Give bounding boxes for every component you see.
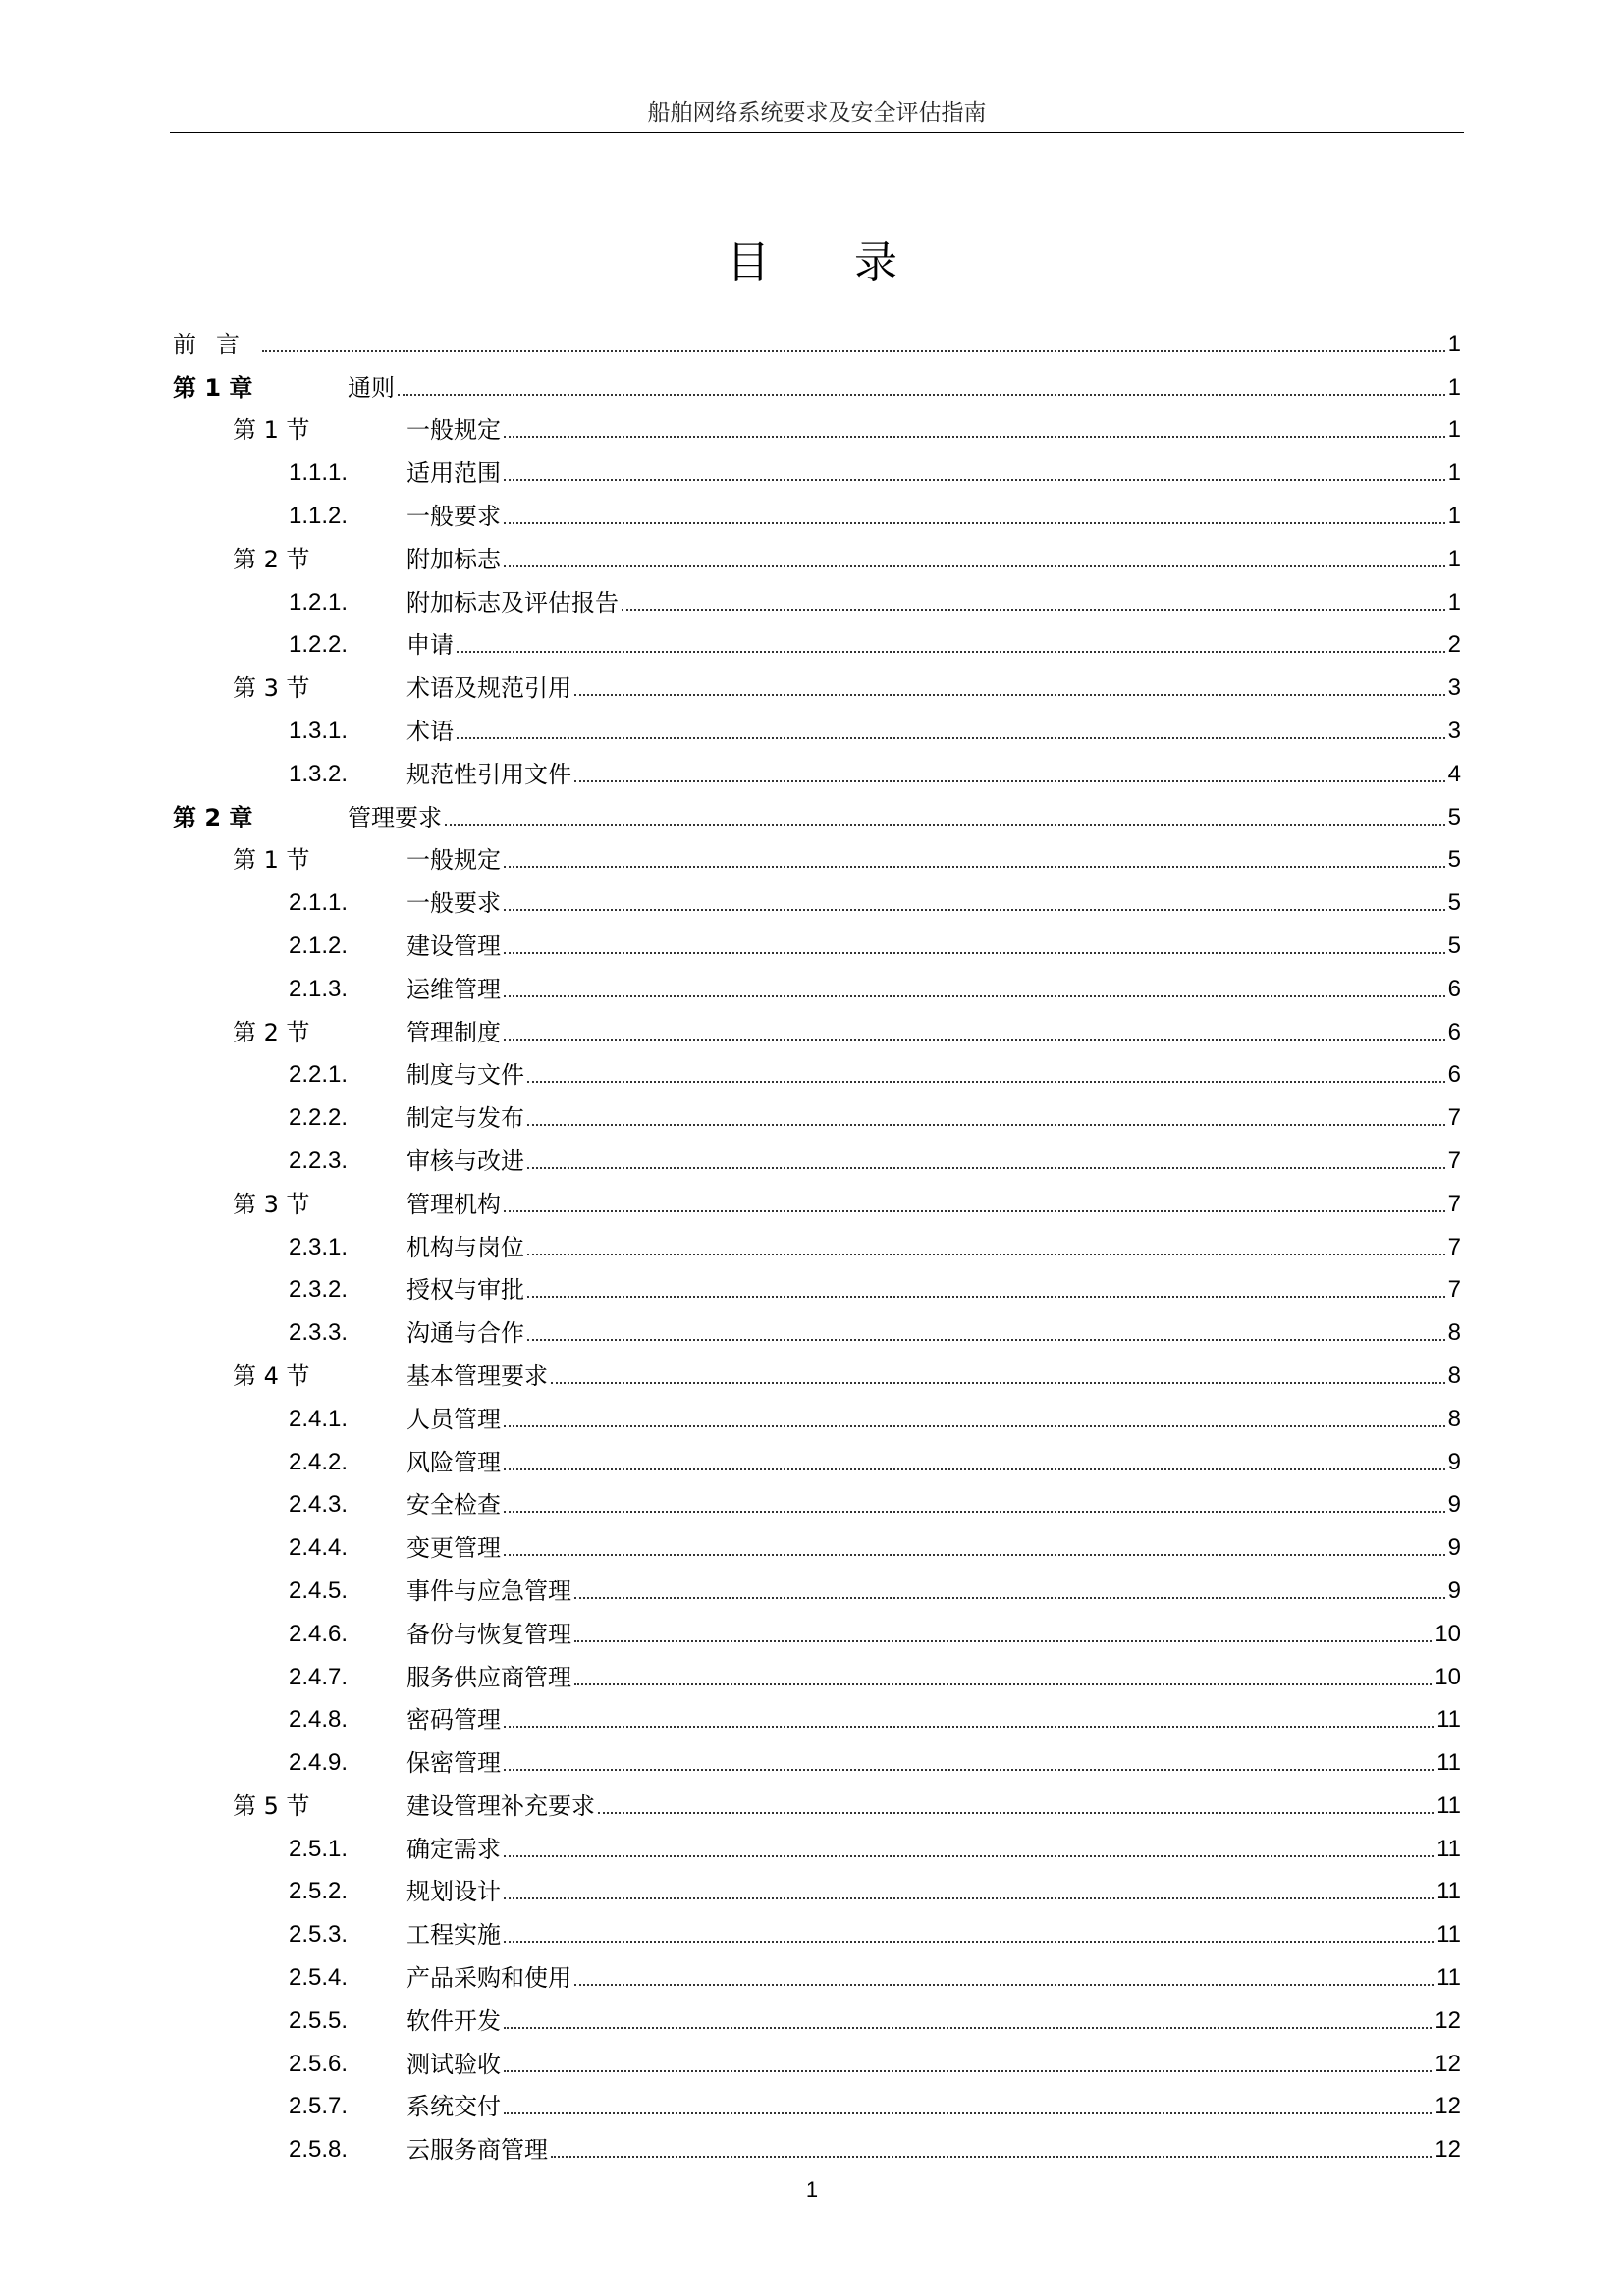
toc-entry[interactable]: [173, 445, 1461, 488]
toc-entry[interactable]: [173, 1993, 1461, 2036]
toc-entry-number: 1.2.2.: [289, 631, 349, 659]
toc-entry-label: 产品采购和使用: [406, 1964, 571, 1993]
toc-entry-page: 8: [1447, 1362, 1461, 1389]
toc-entry[interactable]: [173, 1520, 1461, 1563]
toc-entry-number: 2.4.4.: [289, 1534, 349, 1562]
toc-entry-number: 1.3.1.: [289, 717, 349, 744]
toc-entry-page: 12: [1435, 2136, 1461, 2163]
toc-entry-number: 2.2.2.: [289, 1104, 349, 1132]
toc-entry-number: 2.4.9.: [289, 1749, 349, 1777]
toc-entry-label: 附加标志及评估报告: [406, 588, 619, 616]
toc-entry-number: 2.5.8.: [289, 2136, 349, 2163]
toc-entry[interactable]: [173, 2036, 1461, 2079]
toc-entry-page: 5: [1447, 803, 1461, 830]
toc-entry-label: 建设管理补充要求: [406, 1791, 595, 1820]
toc-entry[interactable]: [173, 875, 1461, 918]
toc-entry-page: 5: [1447, 889, 1461, 917]
toc-entry-number: 2.3.2.: [289, 1276, 349, 1304]
header-rule: [170, 132, 1464, 133]
toc-entry-page: 2: [1447, 631, 1461, 659]
toc-entry-page: 6: [1447, 975, 1461, 1002]
toc-entry[interactable]: [173, 1778, 1461, 1821]
toc-dot-leader: [527, 1254, 1445, 1255]
toc-entry-page: 7: [1447, 1233, 1461, 1260]
toc-entry-label: 系统交付: [406, 2093, 501, 2121]
toc-entry[interactable]: [173, 316, 1461, 359]
toc-entry-label: 人员管理: [406, 1405, 501, 1433]
running-header: 船舶网络系统要求及安全评估指南: [647, 100, 987, 126]
toc-entry[interactable]: [173, 1047, 1461, 1091]
toc-entry-number: 2.4.8.: [289, 1706, 349, 1734]
toc-entry-number: 1.3.2.: [289, 760, 349, 787]
toc-entry-number: 2.1.2.: [289, 932, 349, 959]
toc-entry-page: 3: [1447, 717, 1461, 744]
toc-dot-leader: [504, 1941, 1434, 1943]
toc-entry[interactable]: [173, 832, 1461, 876]
toc-entry-number: 第 5 节: [233, 1791, 310, 1820]
toc-entry-page: 11: [1436, 1878, 1461, 1905]
toc-entry-number: 2.5.6.: [289, 2050, 349, 2077]
toc-entry-label: 运维管理: [406, 975, 501, 1003]
toc-dot-leader: [504, 909, 1445, 911]
toc-entry-label: 建设管理: [406, 932, 501, 960]
toc-entry-page: 11: [1436, 1964, 1461, 1992]
toc-entry[interactable]: [173, 1391, 1461, 1434]
toc-entry-number: 2.4.5.: [289, 1576, 349, 1604]
toc-entry[interactable]: [173, 2079, 1461, 2122]
toc-entry-label: 制度与文件: [406, 1061, 524, 1090]
toc-entry-page: 11: [1436, 1835, 1461, 1862]
toc-dot-leader: [527, 1124, 1445, 1126]
toc-entry-label: 管理要求: [348, 803, 442, 831]
toc-entry-label: 授权与审批: [406, 1276, 524, 1305]
toc-entry-label: 附加标志: [406, 545, 501, 573]
toc-dot-leader: [598, 1812, 1434, 1814]
toc-entry-label: 适用范围: [406, 459, 501, 488]
page-number: 1: [805, 2177, 819, 2202]
toc-entry-number: 2.5.1.: [289, 1835, 349, 1862]
toc-entry[interactable]: [173, 1262, 1461, 1306]
toc-entry[interactable]: [173, 1219, 1461, 1262]
toc-entry-number: 2.1.3.: [289, 975, 349, 1002]
toc-dot-leader: [398, 394, 1445, 396]
toc-entry[interactable]: [173, 1821, 1461, 1864]
toc-entry-label: 基本管理要求: [406, 1362, 548, 1390]
toc-entry-page: 5: [1447, 846, 1461, 874]
toc-dot-leader: [504, 522, 1445, 524]
toc-entry-page: 9: [1447, 1448, 1461, 1475]
toc-entry[interactable]: [173, 1563, 1461, 1606]
toc-entry-page: 1: [1447, 459, 1461, 487]
toc-entry-page: 12: [1435, 2093, 1461, 2120]
toc-entry-number: 第 1 节: [233, 416, 310, 445]
toc-entry-label: 前言: [173, 330, 259, 358]
toc-dot-leader: [504, 952, 1445, 954]
table-of-contents: [173, 316, 1461, 2164]
toc-dot-leader: [504, 1855, 1434, 1857]
toc-entry-number: 2.4.2.: [289, 1448, 349, 1475]
toc-dot-leader: [574, 780, 1445, 782]
toc-entry[interactable]: [173, 402, 1461, 446]
toc-entry[interactable]: [173, 746, 1461, 789]
toc-dot-leader: [457, 651, 1445, 653]
toc-entry-label: 规划设计: [406, 1878, 501, 1906]
toc-dot-leader: [504, 565, 1445, 567]
toc-entry[interactable]: [173, 1477, 1461, 1521]
toc-entry-page: 6: [1447, 1018, 1461, 1045]
toc-entry-page: 11: [1436, 1706, 1461, 1734]
toc-dot-leader: [504, 1425, 1445, 1427]
toc-dot-leader: [574, 1683, 1432, 1685]
toc-entry-label: 工程实施: [406, 1921, 501, 1949]
toc-entry-label: 一般要求: [406, 502, 501, 530]
toc-entry-number: 2.2.3.: [289, 1147, 349, 1174]
toc-dot-leader: [504, 995, 1445, 997]
toc-entry-page: 12: [1435, 2050, 1461, 2077]
toc-entry-label: 规范性引用文件: [406, 760, 571, 788]
toc-dot-leader: [504, 1554, 1445, 1556]
toc-entry-page: 8: [1447, 1319, 1461, 1347]
toc-entry-number: 第 2 章: [173, 803, 253, 831]
toc-entry-page: 11: [1436, 1749, 1461, 1777]
toc-dot-leader: [574, 694, 1445, 696]
toc-entry[interactable]: [173, 1305, 1461, 1348]
toc-dot-leader: [262, 350, 1445, 352]
toc-entry-label: 云服务商管理: [406, 2136, 548, 2164]
toc-entry[interactable]: [173, 574, 1461, 617]
toc-dot-leader: [527, 1081, 1445, 1083]
toc-entry-label: 管理制度: [406, 1018, 501, 1046]
toc-dot-leader: [574, 1984, 1434, 1986]
toc-entry[interactable]: [173, 1348, 1461, 1391]
toc-entry[interactable]: [173, 1949, 1461, 1993]
toc-entry[interactable]: [173, 1864, 1461, 1907]
toc-entry[interactable]: [173, 1004, 1461, 1047]
toc-entry-page: 4: [1447, 760, 1461, 787]
toc-entry[interactable]: [173, 1735, 1461, 1778]
toc-entry-label: 服务供应商管理: [406, 1663, 571, 1691]
toc-dot-leader: [504, 436, 1445, 438]
toc-entry[interactable]: [173, 918, 1461, 961]
toc-entry-page: 1: [1447, 545, 1461, 572]
toc-entry-page: 10: [1435, 1620, 1461, 1647]
toc-entry-number: 2.4.6.: [289, 1620, 349, 1647]
toc-entry[interactable]: [173, 1434, 1461, 1477]
toc-entry-number: 第 1 节: [233, 846, 310, 875]
toc-entry-number: 第 4 节: [233, 1362, 310, 1390]
toc-dot-leader: [504, 2112, 1432, 2114]
toc-entry-page: 7: [1447, 1276, 1461, 1304]
toc-dot-leader: [574, 1597, 1445, 1599]
toc-dot-leader: [622, 609, 1445, 611]
toc-entry-number: 2.2.1.: [289, 1061, 349, 1089]
toc-entry-page: 11: [1436, 1791, 1461, 1819]
toc-entry-page: 7: [1447, 1147, 1461, 1174]
toc-dot-leader: [527, 1167, 1445, 1169]
toc-entry[interactable]: [173, 531, 1461, 574]
toc-entry-page: 9: [1447, 1576, 1461, 1604]
toc-dot-leader: [504, 2070, 1432, 2072]
toc-entry[interactable]: [173, 488, 1461, 531]
toc-entry-page: 7: [1447, 1190, 1461, 1217]
toc-entry[interactable]: [173, 1692, 1461, 1735]
toc-entry[interactable]: [173, 660, 1461, 703]
toc-dot-leader: [527, 1296, 1445, 1298]
toc-entry-label: 确定需求: [406, 1835, 501, 1863]
toc-entry-label: 一般要求: [406, 889, 501, 918]
toc-entry[interactable]: [173, 1133, 1461, 1176]
toc-entry-label: 申请: [406, 631, 454, 660]
toc-entry[interactable]: [173, 1176, 1461, 1219]
toc-entry-label: 变更管理: [406, 1534, 501, 1563]
toc-entry-number: 2.4.7.: [289, 1663, 349, 1690]
toc-entry-label: 术语及规范引用: [406, 674, 571, 703]
toc-entry-page: 9: [1447, 1534, 1461, 1562]
toc-entry[interactable]: [173, 2121, 1461, 2164]
toc-entry-label: 风险管理: [406, 1448, 501, 1476]
toc-entry-page: 3: [1447, 674, 1461, 702]
toc-dot-leader: [504, 1468, 1445, 1470]
toc-entry-label: 事件与应急管理: [406, 1576, 571, 1605]
toc-entry-page: 1: [1447, 373, 1461, 400]
toc-entry-number: 第 3 节: [233, 1190, 310, 1218]
toc-entry-page: 10: [1435, 1663, 1461, 1690]
toc-entry-page: 12: [1435, 2006, 1461, 2034]
toc-entry-page: 9: [1447, 1491, 1461, 1519]
toc-entry-page: 1: [1447, 330, 1461, 357]
toc-entry-label: 一般规定: [406, 416, 501, 445]
toc-entry[interactable]: [173, 359, 1461, 402]
toc-entry-number: 第 2 节: [233, 545, 310, 573]
toc-entry-label: 一般规定: [406, 846, 501, 875]
toc-dot-leader: [504, 1897, 1434, 1899]
toc-entry[interactable]: [173, 1906, 1461, 1949]
toc-dot-leader: [504, 1039, 1445, 1041]
toc-entry-label: 审核与改进: [406, 1147, 524, 1175]
toc-entry-label: 术语: [406, 717, 454, 745]
toc-entry-number: 第 2 节: [233, 1018, 310, 1046]
toc-entry-label: 制定与发布: [406, 1104, 524, 1133]
toc-entry-page: 1: [1447, 416, 1461, 444]
toc-dot-leader: [527, 1339, 1445, 1341]
toc-entry-label: 安全检查: [406, 1491, 501, 1520]
toc-dot-leader: [551, 2156, 1432, 2158]
toc-entry-label: 管理机构: [406, 1190, 501, 1218]
toc-dot-leader: [445, 824, 1445, 826]
toc-entry-page: 7: [1447, 1104, 1461, 1132]
toc-dot-leader: [504, 479, 1445, 481]
toc-dot-leader: [574, 1640, 1432, 1642]
toc-entry-page: 8: [1447, 1405, 1461, 1432]
toc-entry-page: 11: [1436, 1921, 1461, 1949]
toc-entry-number: 2.3.3.: [289, 1319, 349, 1347]
toc-dot-leader: [504, 1769, 1434, 1771]
toc-entry-number: 2.4.3.: [289, 1491, 349, 1519]
toc-dot-leader: [504, 1726, 1434, 1728]
toc-title: [0, 236, 1624, 291]
toc-entry-page: 6: [1447, 1061, 1461, 1089]
toc-entry[interactable]: [173, 789, 1461, 832]
toc-entry-page: 1: [1447, 588, 1461, 615]
toc-title-text: 目 录: [727, 238, 933, 288]
toc-entry-number: 2.5.7.: [289, 2093, 349, 2120]
toc-dot-leader: [457, 737, 1445, 739]
toc-entry-number: 2.5.4.: [289, 1964, 349, 1992]
toc-entry-label: 沟通与合作: [406, 1319, 524, 1348]
toc-entry[interactable]: [173, 1606, 1461, 1649]
toc-entry[interactable]: [173, 1090, 1461, 1133]
toc-entry-number: 1.2.1.: [289, 588, 349, 615]
toc-entry[interactable]: [173, 961, 1461, 1004]
toc-dot-leader: [504, 1210, 1445, 1212]
toc-dot-leader: [504, 866, 1445, 868]
toc-entry-label: 通则: [348, 373, 395, 401]
toc-entry-number: 第 3 节: [233, 674, 310, 703]
toc-entry-number: 2.4.1.: [289, 1405, 349, 1432]
toc-entry-label: 软件开发: [406, 2006, 501, 2035]
toc-entry-number: 1.1.2.: [289, 502, 349, 529]
toc-entry-label: 机构与岗位: [406, 1233, 524, 1261]
toc-entry-label: 测试验收: [406, 2050, 501, 2078]
toc-entry-label: 备份与恢复管理: [406, 1620, 571, 1648]
toc-entry[interactable]: [173, 1649, 1461, 1692]
toc-entry-number: 2.3.1.: [289, 1233, 349, 1260]
toc-entry-number: 第 1 章: [173, 373, 253, 401]
toc-entry-label: 保密管理: [406, 1749, 501, 1778]
toc-entry-number: 2.1.1.: [289, 889, 349, 917]
toc-dot-leader: [504, 1511, 1445, 1513]
toc-entry-page: 5: [1447, 932, 1461, 959]
toc-dot-leader: [551, 1382, 1445, 1384]
toc-entry-number: 1.1.1.: [289, 459, 349, 487]
toc-entry-number: 2.5.5.: [289, 2006, 349, 2034]
toc-dot-leader: [504, 2027, 1432, 2029]
toc-entry[interactable]: [173, 703, 1461, 746]
toc-entry-label: 密码管理: [406, 1706, 501, 1735]
toc-entry-number: 2.5.2.: [289, 1878, 349, 1905]
toc-entry-page: 1: [1447, 502, 1461, 529]
toc-entry-number: 2.5.3.: [289, 1921, 349, 1949]
toc-entry[interactable]: [173, 617, 1461, 661]
